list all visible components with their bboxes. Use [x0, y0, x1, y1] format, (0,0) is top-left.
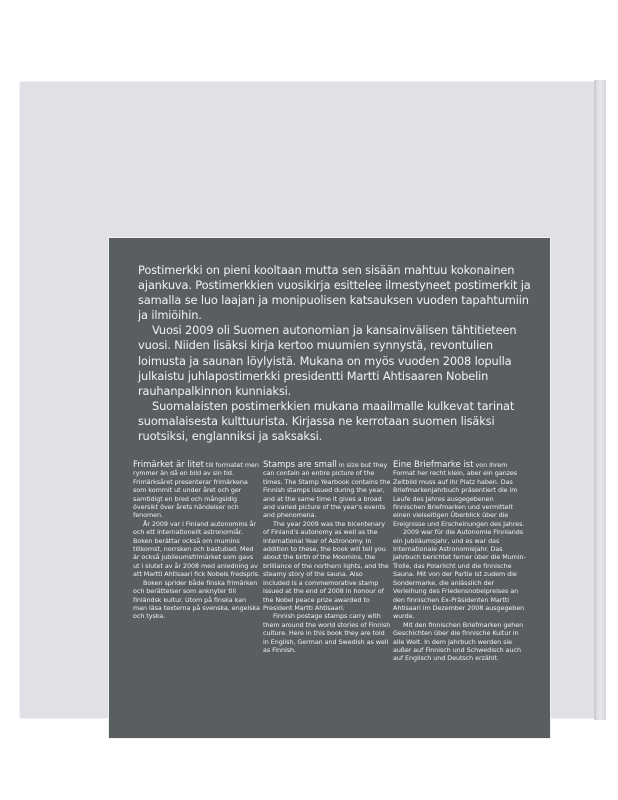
column-paragraph: 2009 war für die Autonomie Finnlands ein Jubiläumsjahr, und es war das Internationale Astronomiejahr. Das Jahrbuch berichtet ferner über die Mumin-Trolle, das Polarlicht und die finnische Sauna. Mit von der Partie ist zudem die Sondermarke, die anlässlich der Verleihung des Friedensnobelpreises an den finnischen Ex-Präsidenten Martti Ahtisaari im Dezember 2008 ausgegeben wurde. [393, 528, 526, 621]
intro-paragraph: Postimerkki on pieni kooltaan mutta sen sisään mahtuu kokonainen ajankuva. Postimerkkien vuosikirja esittelee ilmestyneet postimerkit ja samalla se luo laajan ja monipuolisen katsauksen vuoden tapahtumiin ja ilmiöihin. [138, 263, 531, 323]
column-paragraph: Boken sprider både finska frimärken och berättelser som anknyter till finländsk kultur. Utom på finska kan man läsa texterna på svenska, engelska och tyska. [133, 578, 260, 621]
column-lead: Eine Briefmarke ist [393, 460, 474, 470]
column-paragraph: År 2009 var i Finland autonomins år och ett internationellt astronomiår. Boken berättar också om mumins tillkomst, norrsken och bastubad. Med är också jubileumsfrimärket som gavs ut i slutet av år 2008 med anledning av att Martti Ahtisaari fick Nobels fredspris. [133, 519, 260, 579]
intro-paragraph: Suomalaisten postimerkkien mukana maailmalle kulkevat tarinat suomalaisesta kulttuurista. Kirjassa ne kerrotaan suomen lisäksi ruotsiksi, englanniksi ja saksaksi. [138, 398, 515, 444]
column-swedish [133, 461, 261, 621]
column-paragraph [133, 461, 261, 520]
column-german [393, 461, 527, 663]
text-panel [108, 237, 551, 739]
column-english [263, 461, 391, 654]
column-lead: Frimärket är litet [133, 460, 204, 470]
column-paragraph [393, 461, 527, 528]
book-back-cover [20, 82, 595, 718]
column-text: von ihrem Format her recht klein, aber ein ganzes Zeitbild muss auf ihr Platz haben. Das Briefmarkenjahrbuch präsentiert die im Laufe des Jahres ausgegebenen finnischen Briefmarken und vermittelt einen vielseitigen Überblick über die Ereignisse und Erscheinungen des Jahres. [393, 461, 525, 528]
intro-finnish [138, 263, 538, 444]
column-lead: Stamps are small [263, 460, 337, 470]
book-spine [594, 80, 606, 720]
column-paragraph: Mit den finnischen Briefmarken gehen Geschichten über die finnische Kultur in alle Welt. In dem Jahrbuch werden sie außer auf Finnisch und Schwedisch auch auf Englisch und Deutsch erzählt. [393, 620, 524, 663]
column-text: in size but they can contain an entire picture of the times. The Stamp Yearbook contains the Finnish stamps issued during the year, and at the same time it gives a broad and varied picture of the year's events and phenomena. [263, 461, 391, 520]
column-text: till formatet men rymmer än då en bild av sin tid. Frimärksåret presenterar frimärkena som kommit ut under året och ger samtidigt en bred och mångsidig översikt över årets händelser och fenomen. [133, 461, 259, 520]
column-paragraph [263, 461, 391, 520]
column-paragraph: The year 2009 was the bicentenary of Finland's autonomy as well as the International Year of Astronomy. In addition to these, the book will tell you about the birth of the Moomins, the brilliance of the northern lights, and the steamy story of the sauna. Also included is a commemorative stamp issued at the end of 2008 in honour of the Nobel peace prize awarded to President Martti Ahtisaari. [263, 519, 389, 612]
intro-paragraph: Vuosi 2009 oli Suomen autonomian ja kansainvälisen tähtitieteen vuosi. Niiden lisäksi kirja kertoo muumien synnystä, revontulien loimusta ja saunan löylyistä. Mukana on myös vuoden 2008 lopulla julkaistu juhlapostimerkki presidentti Martti Ahtisaaren Nobelin rauhanpalkinnon kunniaksi. [138, 323, 517, 398]
column-paragraph: Finnish postage stamps carry with them around the world stories of Finnish culture. Here in this book they are told in English, German and Swedish as well as Finnish. [263, 612, 391, 654]
